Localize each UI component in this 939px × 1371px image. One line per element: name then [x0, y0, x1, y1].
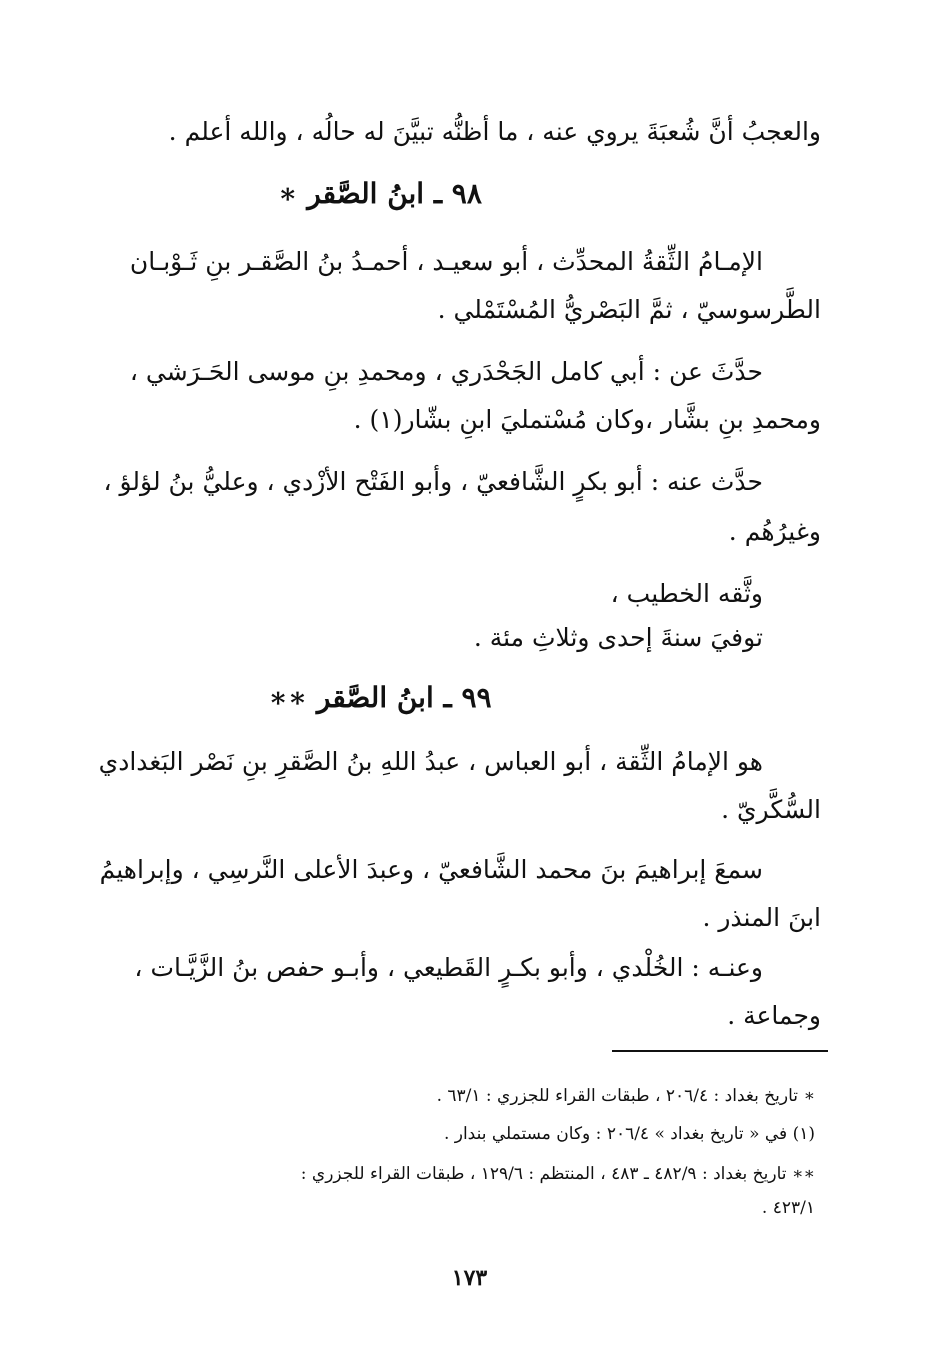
footnote-separator	[612, 1050, 828, 1052]
entry-99-name-line-1: هو الإمامُ الثِّقة ، أبو العباس ، عبدُ اللهِ بنُ الصَّقرِ بنِ نَصْر البَغدادي	[98, 747, 763, 776]
entry-99-name-line-2: السُّكَّريّ .	[721, 795, 821, 824]
entry-99-from-him-line-1: وعنـه : الخُلْدي ، وأبو بكـرٍ القَطيعي ، وأبـو حفص بنُ الزَّيَّـات ،	[134, 953, 763, 982]
entry-98-trust-line: وثَّقه الخطيب ،	[610, 579, 763, 608]
entry-98-name-line-2: الطَّرسوسيّ ، ثمَّ البَصْريُّ المُسْتَمْلي .	[437, 295, 821, 324]
entry-98-teachers-line-1: حدَّثَ عن : أبي كامل الجَحْدَري ، ومحمدِ بنِ موسى الحَـرَشي ،	[129, 357, 763, 386]
opening-line: والعجبُ أنَّ شُعبَةَ يروي عنه ، ما أظنُّه تبيَّنَ له حالُه ، والله أعلم .	[168, 117, 821, 146]
entry-99-from-him-line-2: وجماعة .	[727, 1001, 821, 1030]
entry-98-students-line-1: حدَّث عنه : أبو بكرٍ الشَّافعيّ ، وأبو الفَتْح الأزْدي ، وعليُّ بنُ لؤلؤ ،	[103, 467, 763, 496]
entry-98-heading: ٩٨ ـ ابنُ الصَّقر ∗	[278, 177, 482, 210]
entry-99-heard-line-2: ابنَ المنذر .	[702, 903, 821, 932]
entry-99-heard-line-1: سمعَ إبراهيمَ بنَ محمد الشَّافعيّ ، وعبدَ الأعلى النَّرسِي ، وإبراهيمُ	[99, 855, 763, 884]
footnote-entry-99-line-2: ٤٢٣/١ .	[761, 1198, 815, 1218]
entry-98-teachers-line-2: ومحمدِ بنِ بشَّار ،وكان مُسْتمليَ ابنِ بشّار(١) .	[353, 405, 821, 434]
entry-98-death-line: توفيَ سنةَ إحدى وثلاثِ مئة .	[473, 623, 763, 652]
footnote-entry-99-line-1: ∗∗ تاريخ بغداد : ٤٨٢/٩ ـ ٤٨٣ ، المنتظم : ١٢٩/٦ ، طبقات القراء للجزري :	[300, 1164, 815, 1184]
entry-98-students-line-2: وغيرُهُم .	[728, 517, 821, 546]
entry-99-heading: ٩٩ ـ ابنُ الصَّقر ∗∗	[268, 681, 492, 714]
footnote-1: (١) في « تاريخ بغداد » ٢٠٦/٤ : وكان مستملي بندار .	[443, 1124, 815, 1144]
footnote-entry-98: ∗ تاريخ بغداد : ٢٠٦/٤ ، طبقات القراء للجزري : ٦٣/١ .	[436, 1086, 815, 1106]
page-number: ١٧٣	[451, 1265, 488, 1291]
entry-98-name-line-1: الإمـامُ الثِّقةُ المحدِّث ، أبو سعيـد ، أحمـدُ بنُ الصَّقـر بنِ ثَـوْبـان	[129, 247, 763, 276]
